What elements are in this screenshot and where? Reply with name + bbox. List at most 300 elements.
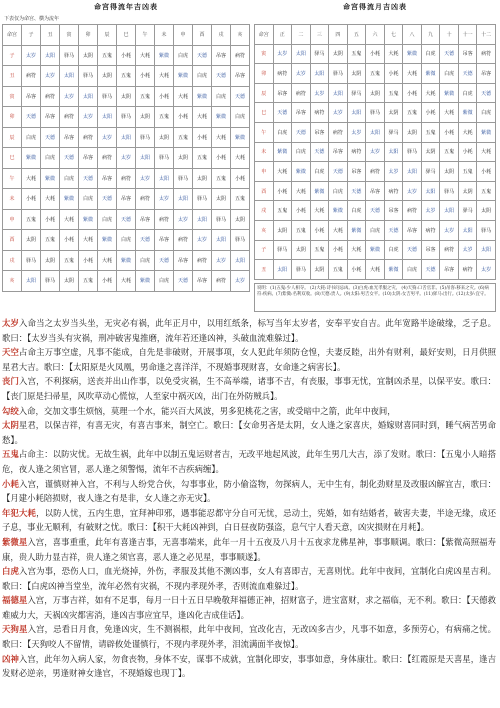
left-table-cell: 驿马 (231, 230, 250, 251)
right-table-cell: 大耗 (347, 240, 366, 260)
left-table-cell: 紫微 (212, 107, 231, 128)
right-table-cell: 大耗 (440, 103, 459, 123)
right-table-cell: 太岁 (366, 142, 385, 162)
right-table-cell: 驿马 (440, 181, 459, 201)
left-table-cell: 太岁 (98, 127, 117, 148)
right-table-cell: 白虎 (329, 181, 348, 201)
star-description: 入宫为事，恐伤人口，血光烧掉，外伤，孝服及其他不测凶事，女人有喜即吉，无喜则忧。此年中夜间，宜制化白虎凶星吉利。歌曰：【白虎凶神当堂坐，流年必然有灾祸，不现内孝现外孝，否则流血难躲过】。 (2, 566, 497, 591)
right-table-cell: 太岁 (458, 240, 477, 260)
star-paragraph (2, 652, 496, 681)
right-table-cell: 太阴 (366, 83, 385, 103)
right-table-cell: 吊客 (458, 44, 477, 64)
left-table-cell: 太阳 (212, 230, 231, 251)
right-table-cell: 紫微 (477, 122, 496, 142)
left-table-cell: 驿马 (117, 107, 136, 128)
right-table-cell: 紫微 (366, 240, 385, 260)
right-table-cell: 太阴 (477, 201, 496, 221)
right-table-cell: 天德 (384, 220, 403, 240)
star-description: 星君，以保吉祥，有喜无灾，有喜吉事来，制空亡。歌曰：【女命男吝是太阴，女人逢之家喜庆，婚嫁财喜同时到，睡气病苦男命愁】。 (2, 420, 496, 445)
right-table-cell: 紫微 (421, 64, 440, 84)
right-table-cell: 五鬼 (403, 103, 422, 123)
right-table-header-cell: 命宫 (255, 25, 274, 45)
left-table-cell: 小耗 (98, 271, 117, 292)
left-table-cell: 白虎 (212, 86, 231, 107)
left-table-cell: 大耗 (60, 209, 79, 230)
left-table-cell: 驿马 (193, 189, 212, 210)
right-table-row (255, 142, 496, 162)
left-table-cell: 紫微 (98, 230, 117, 251)
right-table-cell: 太岁 (440, 220, 459, 240)
left-table-row-label: 寅 (3, 86, 22, 107)
left-table-cell: 紫微 (41, 168, 60, 189)
right-table-cell: 太岁 (347, 122, 366, 142)
left-table-cell: 白虎 (155, 271, 174, 292)
star-paragraph (2, 418, 496, 447)
right-table-cell: 五鬼 (440, 142, 459, 162)
right-table-cell: 天德 (477, 83, 496, 103)
right-table-cell: 白虎 (421, 44, 440, 64)
right-table-cell: 五鬼 (347, 44, 366, 64)
left-table-cell: 大耗 (212, 127, 231, 148)
left-table-cell: 病符 (41, 86, 60, 107)
left-table-cell: 天德 (98, 189, 117, 210)
left-table-header-cell: 卯 (79, 25, 98, 46)
star-name: 勾绞 (2, 405, 19, 416)
right-table-cell: 太阳 (440, 201, 459, 221)
right-table-cell: 病符 (421, 220, 440, 240)
right-table-cell: 小耗 (458, 142, 477, 162)
right-table-cell: 驿马 (366, 103, 385, 123)
left-table-row (3, 271, 250, 292)
left-table-row-label: 戌 (3, 250, 22, 271)
right-table-cell: 白虎 (273, 122, 292, 142)
star-name: 太岁 (2, 318, 20, 328)
right-table-row-label: 丑 (255, 260, 274, 280)
left-table-cell: 大耗 (231, 148, 250, 169)
left-table-row-label: 未 (3, 189, 22, 210)
left-table-cell: 太阳 (41, 45, 60, 66)
right-table-cell: 太阳 (421, 181, 440, 201)
left-table-cell: 太阴 (212, 189, 231, 210)
right-table-cell: 天德 (329, 162, 348, 182)
right-table-cell: 天德 (347, 181, 366, 201)
left-table-row-label: 酉 (3, 230, 22, 251)
star-description: 入命，交加文事生烦恼，莫理一个水，能兴百大风波，男多犯桃花之害，或受暗中之箭，此年中夜间， (18, 405, 396, 416)
right-table-cell: 小耗 (273, 181, 292, 201)
right-table-cell: 小耗 (366, 44, 385, 64)
right-table-cell: 五鬼 (273, 201, 292, 221)
left-table-cell: 大耗 (193, 107, 212, 128)
left-table-cell: 五鬼 (155, 107, 174, 128)
left-table-cell: 五鬼 (193, 148, 212, 169)
left-table-cell: 吊客 (60, 127, 79, 148)
right-table-row (255, 103, 496, 123)
left-table-cell: 五鬼 (98, 45, 117, 66)
right-table-cell: 紫微 (310, 181, 329, 201)
right-table-row (255, 44, 496, 64)
left-table-header-cell: 亥 (231, 25, 250, 46)
right-table-cell: 太阴 (292, 240, 311, 260)
left-table-cell: 太阳 (231, 250, 250, 271)
star-name: 紫微星 (2, 536, 28, 547)
right-table-cell: 病符 (403, 201, 422, 221)
right-table-cell: 太阴 (384, 103, 403, 123)
left-table-cell: 五鬼 (117, 66, 136, 87)
right-table-cell: 吊客 (347, 162, 366, 182)
right-table-cell: 紫微 (273, 142, 292, 162)
left-table-cell: 大耗 (22, 168, 41, 189)
left-table-cell: 太阴 (117, 86, 136, 107)
right-table-cell: 白虎 (477, 103, 496, 123)
left-table-header-cell: 巳 (117, 25, 136, 46)
left-table-cell: 小耗 (41, 209, 60, 230)
star-name: 年犯大耗 (2, 507, 37, 518)
left-table-cell: 太岁 (22, 45, 41, 66)
left-table-cell: 病符 (60, 107, 79, 128)
right-table-cell: 吊客 (310, 122, 329, 142)
left-table-cell: 病符 (231, 45, 250, 66)
left-table-cell: 紫微 (231, 127, 250, 148)
right-table-cell: 太阳 (347, 103, 366, 123)
right-table-row (255, 220, 496, 240)
left-table-cell: 太阳 (117, 127, 136, 148)
star-description: 入宫，万事吉祥，如有不足事，每月一日十五日早晚敬拜福德正神，招财富子，进宝富财，求之福临，无不利。歌曰：【天德救难威力大，天祸凶灾都害消，逢凶吉事应宜早，逢凶化吉成佳话】。 (2, 595, 496, 620)
right-table-cell: 白虎 (310, 162, 329, 182)
right-table-cell: 病符 (366, 162, 385, 182)
left-table-cell: 紫微 (60, 189, 79, 210)
left-table-cell: 白虎 (174, 45, 193, 66)
left-table-cell: 吊客 (174, 250, 193, 271)
right-table-header-cell: 五 (347, 25, 366, 45)
left-table-cell: 天德 (174, 271, 193, 292)
left-table-cell: 太阴 (22, 230, 41, 251)
left-table-cell: 吊客 (231, 66, 250, 87)
left-table-cell: 吊客 (98, 168, 117, 189)
table-legend: 说明：(1)五鬼:少人相夺。 (2)大耗:诗书问忌凶。(3)白虎:血光孝服之灾。 (4)天狗:口舌官非。(5)吊客:移来之灾。(6)病符:疾病。(7)紫微:名利双收。(8)天德:贵人。(9)太阳:男吉女平。(10)太阴:女吉男平。(11)驿马:出行。(12)太岁:宜守。 (254, 283, 496, 312)
left-table-cell: 小耗 (136, 66, 155, 87)
left-table-note: 下表仅为命宫、横为流年 (4, 16, 60, 22)
left-table-row (3, 168, 250, 189)
right-table-cell: 五鬼 (366, 64, 385, 84)
left-table-cell: 病符 (174, 230, 193, 251)
left-table-cell: 太岁 (136, 168, 155, 189)
left-table-row-label: 子 (3, 45, 22, 66)
right-table-cell: 五鬼 (384, 83, 403, 103)
right-table-cell: 驿马 (347, 83, 366, 103)
left-table-cell: 大耗 (117, 271, 136, 292)
star-description: 入命当之太岁当头坐，无灾必有祸，此年正月中，以用红纸条，标写当年太岁者，安奉平安自吉。此年宽路半途破缘，乏子息。歌曰：【太岁当头有灾祸，刑冲破害鬼推磨，流年若还逢凶神，头破血流难躲过】。 (2, 318, 497, 343)
left-table-cell: 太岁 (79, 107, 98, 128)
right-table-row-label: 巳 (255, 103, 274, 123)
left-table-row (3, 107, 250, 128)
right-table-header-cell: 二 (292, 25, 311, 45)
right-table-cell: 小耗 (403, 83, 422, 103)
star-name: 天狗星 (2, 624, 28, 635)
right-table-cell: 太岁 (384, 162, 403, 182)
left-table-header-cell: 戌 (212, 25, 231, 46)
left-table-cell: 天德 (41, 127, 60, 148)
star-description: 入宫，忌看日月食，免逢凶灾，生不测祸根，此年中夜间，宜改化吉，无改凶多吉少，凡事不如意，多预劳心，有病痛之忧。歌曰：【天狗咬人不留情，请辟攸处谨慎行，不现内孝现外孝，泪流满面半夜惊】。 (2, 624, 496, 650)
left-table-cell: 太阴 (98, 66, 117, 87)
left-table-cell: 太阴 (174, 148, 193, 169)
left-table-cell: 五鬼 (22, 209, 41, 230)
left-table-cell: 五鬼 (60, 250, 79, 271)
right-table-cell: 太阴 (458, 181, 477, 201)
left-table-row (3, 230, 250, 251)
right-table-header-cell: 九 (421, 25, 440, 45)
right-table-cell: 大耗 (403, 64, 422, 84)
right-table-cell: 驿马 (403, 142, 422, 162)
right-table-cell: 太阳 (329, 83, 348, 103)
right-table-cell: 驿马 (273, 240, 292, 260)
left-table-cell: 太阳 (79, 86, 98, 107)
left-table-cell: 白虎 (41, 148, 60, 169)
left-table-cell: 天德 (22, 107, 41, 128)
left-table-cell: 紫微 (174, 66, 193, 87)
right-table-row-label: 子 (255, 240, 274, 260)
left-table-cell: 吊客 (155, 230, 174, 251)
right-table-cell: 白虎 (366, 220, 385, 240)
right-table-cell: 白虎 (440, 64, 459, 84)
right-table-cell: 太阴 (421, 142, 440, 162)
right-table-cell: 吊客 (477, 64, 496, 84)
left-table-cell: 小耗 (212, 148, 231, 169)
right-table-cell: 吊客 (421, 240, 440, 260)
right-table-row (255, 122, 496, 142)
left-table-cell: 驿马 (212, 209, 231, 230)
left-table-row-label: 辰 (3, 127, 22, 148)
right-table-row (255, 201, 496, 221)
left-table-cell: 太阴 (193, 168, 212, 189)
right-table-cell: 太阳 (477, 240, 496, 260)
right-table-cell: 太岁 (310, 83, 329, 103)
right-table-row-label: 酉 (255, 181, 274, 201)
left-table-cell: 五鬼 (174, 127, 193, 148)
right-table-cell: 小耗 (440, 122, 459, 142)
right-table-cell: 紫微 (292, 162, 311, 182)
right-table-cell: 小耗 (310, 220, 329, 240)
right-table-cell: 太岁 (421, 201, 440, 221)
right-table-cell: 病符 (384, 181, 403, 201)
left-table-row (3, 127, 250, 148)
right-table-cell: 小耗 (421, 103, 440, 123)
left-table-cell: 太岁 (193, 230, 212, 251)
left-table-cell: 病符 (22, 66, 41, 87)
right-table-row-label: 卯 (255, 64, 274, 84)
right-table-cell: 五鬼 (421, 122, 440, 142)
left-year-table (2, 24, 250, 292)
left-table-row (3, 250, 250, 271)
left-table-title: 命宫得流年吉凶表 (94, 2, 158, 11)
right-table-cell: 太岁 (292, 64, 311, 84)
left-table-cell: 太岁 (174, 209, 193, 230)
left-table-cell: 驿马 (155, 148, 174, 169)
star-description: 入宫，不利探病，送丧并出山作事，以免受灾祸，生不高举端，诸事不吉，有丧服，事事无忧，宜制凶杀星，以保平安。歌曰：【丧门原是扫帚星，风吹草动心慌惊，人至家中祸灭凶，出门在外防贼兵】。 (2, 376, 497, 401)
right-table-cell: 小耗 (477, 162, 496, 182)
right-table-cell: 白虎 (347, 201, 366, 221)
right-table-cell: 病符 (292, 83, 311, 103)
right-table-cell: 吊客 (366, 181, 385, 201)
right-table-row (255, 83, 496, 103)
right-table-cell: 天德 (366, 201, 385, 221)
right-table-cell: 太阳 (384, 142, 403, 162)
star-description: ，以防人忧，五内生患，宜拜神印邪，遇事能忍都守分自可无忧，忌动土，宪婚，如有结婚者，破害夫妻，半途无缘，成还子息，事业无顺利，有破财之忧。歌曰：【积干大耗凶神到，白日昼夜防强盗，息气宁人看天意，凶灾损财在月耗】。 (2, 507, 497, 533)
left-table-cell: 小耗 (60, 230, 79, 251)
right-table-cell: 太岁 (477, 260, 496, 280)
left-table-header-cell: 命宫 (3, 25, 22, 46)
right-table-cell: 太阳 (292, 44, 311, 64)
star-paragraph (2, 564, 496, 593)
left-table-cell: 吊客 (193, 271, 212, 292)
right-table-spacer (254, 14, 496, 24)
star-description: 入宫，谨慎财神入宫，不利与人纷党合伙，勾事事业，防小偷盗物，勿探病人，无中生有，制化劲财星及改服凶解宜吉，歌曰：【月建小耗陪损财，夜人逢之有是非，女人逢之亦无灾】。 (2, 478, 497, 504)
left-table-cell: 病符 (193, 250, 212, 271)
left-table-row-label: 午 (3, 168, 22, 189)
right-table-cell: 天德 (403, 240, 422, 260)
right-table-cell: 病符 (477, 44, 496, 64)
star-paragraph (2, 593, 496, 622)
right-table-header-cell: 正 (273, 25, 292, 45)
right-table-row-label: 申 (255, 162, 274, 182)
star-description: 占命主万事空虚，凡事不能成，自先是非破财，开展事项，女人犯此年须防仓惶，夫妻反睦，出外有财利，最好安则，日月供照星君大吉。歌曰：【太阳原是火凤凰，男命逢之喜洋洋，不现婚事现财喜，女命逢之病害长】。 (2, 347, 497, 372)
left-table-block (2, 0, 250, 292)
left-table-cell: 天德 (155, 250, 174, 271)
right-table-cell: 紫微 (347, 220, 366, 240)
right-table-cell: 五鬼 (329, 260, 348, 280)
left-table-cell: 小耗 (22, 189, 41, 210)
right-table-cell: 天德 (273, 103, 292, 123)
left-table-cell: 病符 (155, 209, 174, 230)
left-table-cell: 太阳 (22, 271, 41, 292)
left-table-cell: 驿马 (174, 168, 193, 189)
star-paragraph (2, 506, 496, 535)
right-table-cell: 吊客 (403, 220, 422, 240)
right-table-cell: 天德 (292, 122, 311, 142)
left-table-header-row (3, 25, 250, 46)
left-table-header-cell: 酉 (193, 25, 212, 46)
star-paragraph (2, 345, 496, 374)
right-table-cell: 吊客 (440, 260, 459, 280)
left-table-cell: 白虎 (231, 107, 250, 128)
left-table-cell: 病符 (98, 148, 117, 169)
left-table-cell: 白虎 (98, 209, 117, 230)
right-table-cell: 太岁 (329, 103, 348, 123)
left-table-cell: 太阳 (98, 107, 117, 128)
left-table-row-label: 申 (3, 209, 22, 230)
right-table-cell: 病符 (440, 240, 459, 260)
right-table-cell: 太阳 (366, 122, 385, 142)
left-table-row-label: 巳 (3, 148, 22, 169)
left-table-cell: 白虎 (79, 189, 98, 210)
right-table-cell: 大耗 (421, 83, 440, 103)
right-table-header-cell: 六 (366, 25, 385, 45)
star-paragraph (2, 622, 496, 651)
star-name: 天空 (2, 347, 20, 358)
left-table-row (3, 148, 250, 169)
right-table-cell: 病符 (458, 260, 477, 280)
right-table-cell: 太岁 (403, 181, 422, 201)
right-table-cell: 太阴 (310, 260, 329, 280)
left-table-cell: 紫微 (22, 148, 41, 169)
left-table-cell: 太岁 (155, 189, 174, 210)
article-body (2, 316, 496, 681)
right-table-cell: 大耗 (310, 201, 329, 221)
left-table-cell: 大耗 (174, 86, 193, 107)
left-table-cell: 太岁 (41, 66, 60, 87)
right-table-cell: 天德 (421, 260, 440, 280)
left-table-cell: 天德 (193, 45, 212, 66)
left-table-cell: 病符 (212, 271, 231, 292)
left-table-cell: 天德 (136, 230, 155, 251)
left-table-header-cell: 午 (136, 25, 155, 46)
right-table-header-cell: 七 (384, 25, 403, 45)
right-table-cell: 紫微 (384, 260, 403, 280)
right-table-row (255, 240, 496, 260)
right-table-header-cell: 十一 (458, 25, 477, 45)
right-table-cell: 白虎 (403, 260, 422, 280)
left-table-cell: 白虎 (60, 168, 79, 189)
right-table-cell: 大耗 (458, 122, 477, 142)
right-table-cell: 大耗 (329, 220, 348, 240)
tables-section (0, 0, 500, 312)
left-table-header-cell: 未 (155, 25, 174, 46)
left-table-cell: 病符 (79, 127, 98, 148)
left-table-row-label: 亥 (3, 271, 22, 292)
left-table-cell: 大耗 (79, 230, 98, 251)
right-table-cell: 驿马 (292, 260, 311, 280)
left-table-cell: 紫微 (117, 250, 136, 271)
right-table-cell: 白虎 (292, 142, 311, 162)
right-table-cell: 驿马 (458, 201, 477, 221)
right-table-row-label: 戌 (255, 201, 274, 221)
left-table-header-cell: 寅 (60, 25, 79, 46)
left-table-cell: 紫微 (155, 45, 174, 66)
right-table-cell: 五鬼 (458, 162, 477, 182)
right-table-header-cell: 三 (310, 25, 329, 45)
left-table-cell: 大耗 (136, 45, 155, 66)
left-table-cell: 病符 (117, 168, 136, 189)
right-table-title: 命宫得流月吉凶表 (343, 2, 407, 11)
right-table-cell: 小耗 (292, 201, 311, 221)
left-table-cell: 吊客 (136, 209, 155, 230)
right-table-cell: 太阳 (310, 64, 329, 84)
right-table-row-label: 辰 (255, 83, 274, 103)
right-table-header-row (255, 25, 496, 45)
right-table-cell: 病符 (310, 103, 329, 123)
left-table-cell: 太阳 (155, 168, 174, 189)
star-name: 五鬼 (2, 449, 19, 460)
left-table-row-label: 丑 (3, 66, 22, 87)
left-table-cell: 驿马 (98, 86, 117, 107)
left-table-row (3, 66, 250, 87)
right-table-cell: 小耗 (329, 240, 348, 260)
star-paragraph (2, 535, 496, 564)
right-table-cell: 小耗 (384, 64, 403, 84)
star-name: 凶神 (2, 653, 19, 664)
right-table-row-label: 未 (255, 142, 274, 162)
left-table-cell: 病符 (136, 189, 155, 210)
right-table-cell: 太阴 (440, 162, 459, 182)
right-table-cell: 驿马 (310, 44, 329, 64)
left-table-cell: 天德 (231, 86, 250, 107)
right-table-cell: 驿马 (477, 220, 496, 240)
left-table-cell: 吊客 (22, 86, 41, 107)
left-table-cell: 太阴 (41, 250, 60, 271)
right-table-cell: 驿马 (329, 64, 348, 84)
left-table-cell: 驿马 (60, 45, 79, 66)
left-table-cell: 吊客 (117, 189, 136, 210)
star-description: 入宫，喜事重重，此年有喜逢吉事，无喜事端来，此年一月十五夜及八月十五夜求龙佛星神，事事顺调。歌曰：【紫微高照福寿康，贵人助力显吉祥，贵人逢之须官喜，恶人逢之必见星，事事顺遂】。 (2, 536, 496, 562)
